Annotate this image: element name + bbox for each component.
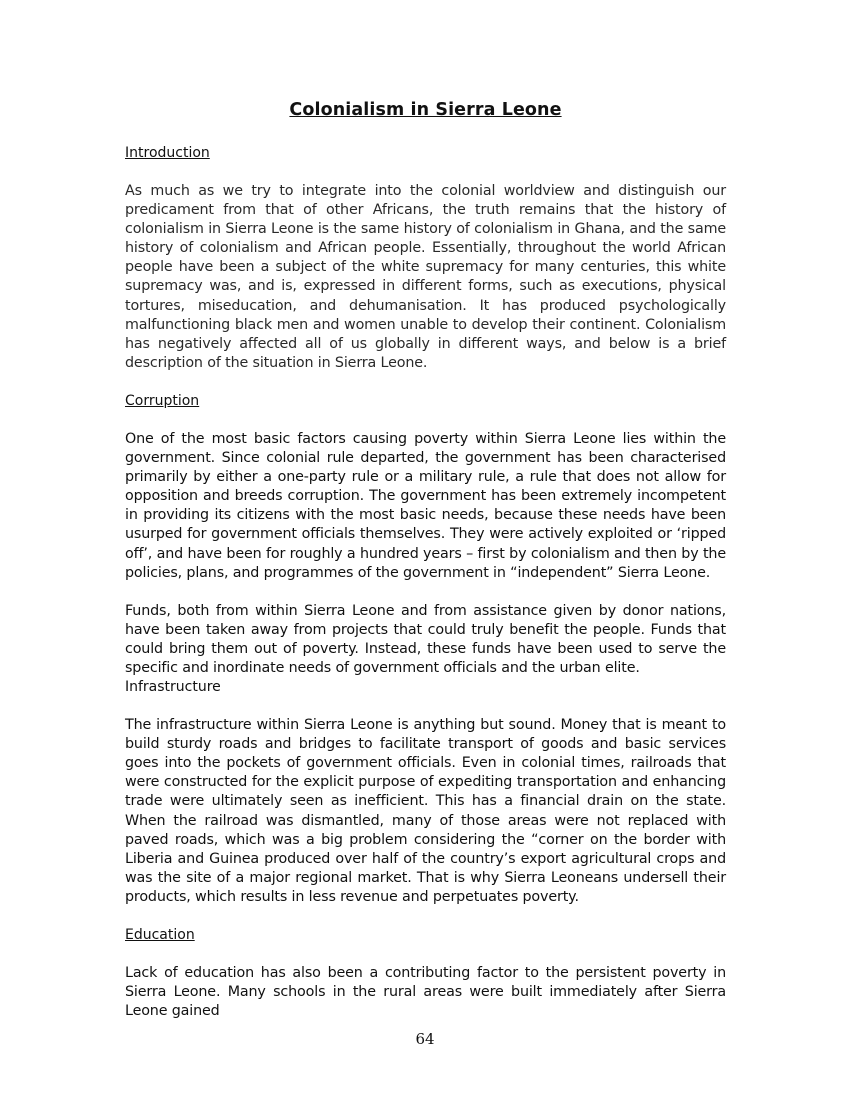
spacer bbox=[125, 373, 726, 392]
paragraph-infrastructure: The infrastructure within Sierra Leone is anything but sound. Money that is meant to build sturdy roads and bridges to facilitate transport of goods and basic services goes into the pockets of government officials. Even in colonial times, railroads that were constructed for the explicit purpose of expediting transportation and enhancing trade were ultimately seen as inefficient. This has a financial drain on the state. When the railroad was dismantled, many of those areas were not replaced with paved roads, which was a big problem considering the “corner on the border with Liberia and Guinea produced over half of the country’s export agricultural crops and was the site of a major regional market. That is why Sierra Leoneans undersell their products, which results in less revenue and perpetuates poverty. bbox=[125, 717, 726, 905]
section-heading-infrastructure: Infrastructure bbox=[125, 679, 221, 696]
page-number: 64 bbox=[415, 1030, 435, 1048]
document-page bbox=[125, 100, 726, 1021]
paragraph-introduction: As much as we try to integrate into the colonial worldview and distinguish our predicament from that of other Africans, the truth remains that the history of colonialism in Sierra Leone is the same history of colonialism in Ghana, and the same history of colonialism and African people. Essentially, throughout the world African people have been a subject of the white supremacy for many centuries, this white supremacy was, and is, expressed in different forms, such as executions, physical tortures, miseducation, and dehumanisation. It has produced psychologically malfunctioning black men and women unable to develop their continent. Colonialism has negatively affected all of us globally in different ways, and below is a brief description of the situation in Sierra Leone. bbox=[125, 183, 726, 371]
paragraph-corruption-1: One of the most basic factors causing poverty within Sierra Leone lies within the government. Since colonial rule departed, the government has been characterised primarily by either a one-party rule or a military rule, a rule that does not allow for opposition and breeds corruption. The government has been extremely incompetent in providing its citizens with the most basic needs, because these needs have been usurped for government officials themselves. They were actively exploited or ‘ripped off’, and have been for roughly a hundred years – first by colonialism and then by the policies, plans, and programmes of the government in “independent” Sierra Leone. bbox=[125, 430, 726, 581]
spacer bbox=[125, 411, 726, 430]
spacer bbox=[125, 697, 726, 716]
section-heading-introduction: Introduction bbox=[125, 145, 210, 161]
spacer bbox=[125, 907, 726, 926]
spacer bbox=[125, 163, 726, 182]
spacer bbox=[125, 945, 726, 964]
paragraph-education: Lack of education has also been a contributing factor to the persistent poverty in Sierra Leone. Many schools in the rural areas were built immediately after Sierra Leone gained bbox=[125, 965, 726, 1020]
document-title: Colonialism in Sierra Leone bbox=[289, 100, 562, 120]
spacer bbox=[125, 583, 726, 602]
section-heading-education: Education bbox=[125, 927, 195, 943]
section-heading-corruption: Corruption bbox=[125, 392, 200, 409]
paragraph-corruption-2: Funds, both from within Sierra Leone and from assistance given by donor nations, have been taken away from projects that could truly benefit the people. Funds that could bring them out of poverty. Instead, these funds have been used to serve the specific and inordinate needs of government officials and the urban elite. bbox=[125, 602, 726, 676]
